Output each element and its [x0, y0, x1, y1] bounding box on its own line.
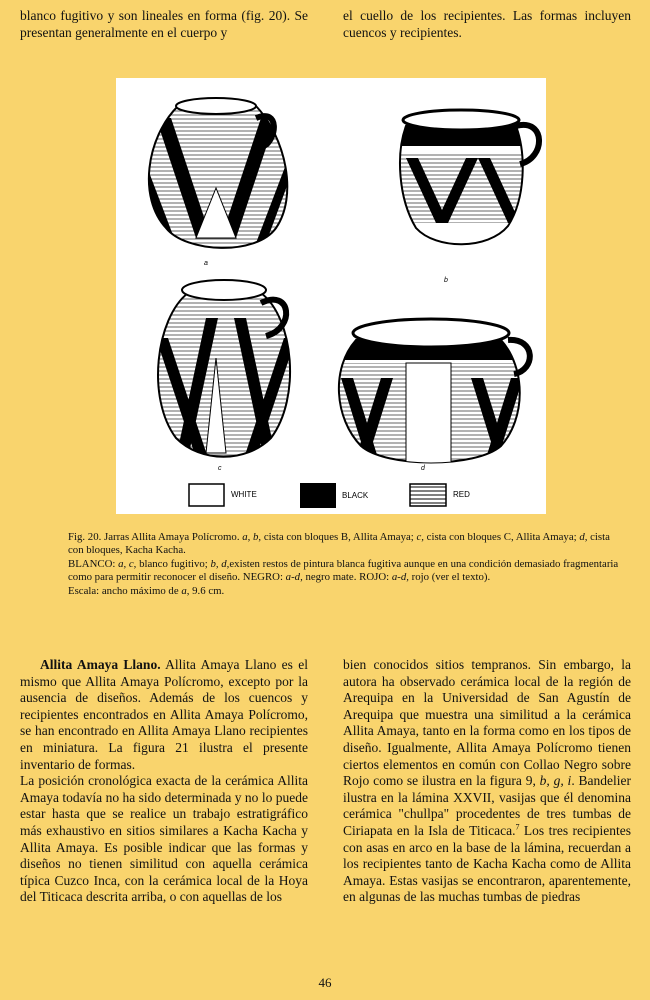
top-left-text: blanco fugitivo y son lineales en forma (fig. 20). Se presentan generalmente en el cuerpo y [20, 8, 308, 40]
paragraph-text: Allita Amaya Llano es el mismo que Allita Amaya Polícromo, excepto por la ausencia de diseños. Además de los cuencos y recipientes encontrados en Allita Amaya Polícromo, se han encontrado en Allita Amaya Llano recipientes en miniatura. La figura 21 ilustra el presente inventario de formas. [20, 657, 309, 772]
figure-caption [68, 531, 623, 598]
jar-a [131, 98, 306, 268]
caption-italic: a [181, 584, 187, 597]
caption-line-2 [68, 558, 623, 585]
caption-text: blanco fugitivo; [136, 557, 211, 570]
caption-italic: a, b, [242, 531, 262, 543]
caption-text: cista con bloques B, Allita Amaya; [261, 531, 417, 543]
paragraph-text: . Bandelier ilustra en la lámina XXVII, vasijas que él denomina cerámica "chullpa" procedentes de tres tumbas de Ciriapata en la Isla de Titicaca. [343, 773, 631, 838]
left-para-2: La posición cronológica exacta de la cerámica Allita Amaya todavía no ha sido determinada y no lo puede estar hasta que se realice un trabajo estratigráfico más exhaustivo en sitios similares a Kacha Kacha y Allita Amaya. Es posible indicar que las formas y diseños no tienen similitud con aquella cerámica típica Cuzco Inca, con la cerámica local de la Hoya del Titicaca descrita arriba, o con aquellas de los [20, 773, 308, 905]
caption-text: cista con bloques, Kacha Kacha. [68, 531, 610, 557]
footnote-marker: 7 [515, 822, 520, 832]
caption-italic: a-d, [391, 571, 409, 584]
left-para-1 [20, 657, 308, 773]
paragraph-text: bien conocidos sitios tempranos. Sin embargo, la autora ha observado cerámica local de la región de Arequipa en la Universidad de San Agustín de Arequipa que muestra una similitud a la cerámica Allita Amaya, tanto en la forma como en los tipos de diseño. Igualmente, Allita Amaya Polícromo tienen ciertos elementos en común con Collao Negro sobre Rojo como se ilustra en la figura 9, [343, 657, 631, 789]
right-para [343, 657, 631, 906]
panel-label-b: b [444, 277, 448, 284]
legend-label-black: BLACK [342, 491, 369, 500]
caption-line-3 [68, 585, 623, 598]
legend-label-red: RED [453, 490, 470, 499]
figure-reference: b, g, i [539, 773, 572, 789]
section-heading: Allita Amaya Llano. [40, 657, 161, 672]
caption-text: , 9.6 cm. [186, 584, 225, 597]
jar-d [331, 319, 531, 463]
page-number: 46 [318, 975, 332, 990]
caption-text: Escala: ancho máximo de [68, 584, 182, 597]
caption-text: Fig. 20. Jarras Allita Amaya Polícromo. [68, 531, 243, 543]
panel-label-c: c [218, 465, 222, 472]
caption-italic: b, d, [210, 557, 230, 570]
pottery-illustration [116, 78, 546, 514]
legend-swatch-red [410, 484, 446, 506]
caption-text: negro mate. ROJO: [302, 571, 392, 584]
caption-italic: a-d, [285, 571, 303, 584]
caption-italic: d, [579, 531, 588, 543]
legend-swatch-black [300, 483, 336, 508]
legend-label-white: WHITE [231, 490, 257, 499]
panel-label-d: d [421, 465, 425, 472]
caption-text: cista con bloques C, Allita Amaya; [423, 531, 580, 543]
panel-label-a: a [204, 260, 208, 267]
jar-b [396, 110, 539, 244]
caption-text: existen restos de pintura blanca fugitiva aunque en una condición demasiado fragmentaria como para permitir reconocer el diseño. NEGRO: [68, 557, 619, 584]
legend-swatch-white [189, 484, 224, 506]
left-column [20, 657, 308, 906]
legend [189, 483, 470, 508]
paragraph-text: Los tres recipientes con asas en arco en la base de la lámina, recuerdan a los recipientes tanto de Kacha Kacha como de Allita Amaya. Estas vasijas se encontraron, aparentemente, en algunas de las muchas tumbas de piedras [343, 822, 631, 905]
caption-italic: c, [416, 531, 424, 543]
top-right-text: el cuello de los recipientes. Las formas incluyen cuencos y recipientes. [343, 8, 631, 40]
caption-text: rojo (ver el texto). [408, 571, 491, 584]
caption-text: BLANCO: [68, 557, 119, 570]
caption-italic: a, c, [118, 557, 137, 570]
right-column [343, 657, 631, 906]
caption-line-1 [68, 531, 623, 558]
figure-20 [116, 78, 546, 514]
jar-c [146, 280, 306, 468]
